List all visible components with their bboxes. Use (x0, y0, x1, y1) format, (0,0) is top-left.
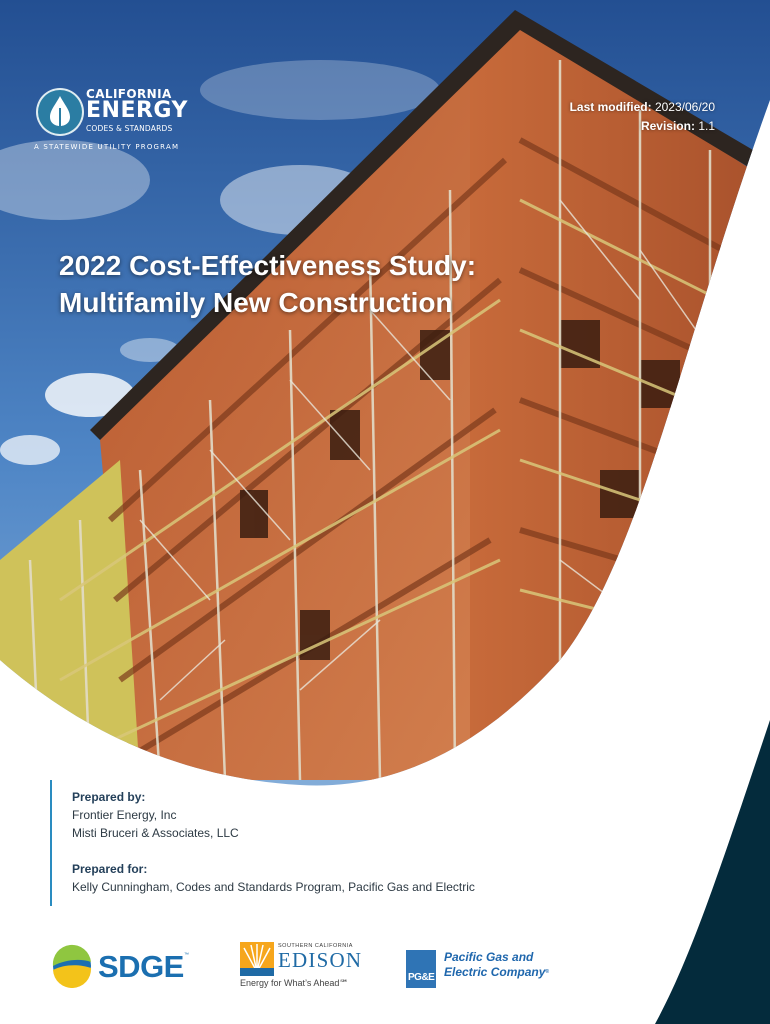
pge-mark-text: PG&E (408, 972, 435, 983)
last-modified-value: 2023/06/20 (654, 100, 715, 114)
pge-trademark: ® (545, 969, 550, 975)
sdge-logo (50, 944, 190, 988)
pge-name-line-2: Electric Company® (444, 965, 550, 979)
report-title (59, 247, 619, 321)
logo-codes: CODES & STANDARDS (86, 124, 173, 133)
pge-mark-icon (406, 950, 436, 988)
edison-top-text: SOUTHERN CALIFORNIA (278, 943, 353, 949)
pge-wordmark (444, 950, 549, 980)
document-meta (570, 98, 715, 136)
title-line-1: 2022 Cost-Effectiveness Study: (59, 250, 477, 281)
prepared-by-line-2: Misti Bruceri & Associates, LLC (72, 826, 239, 840)
revision (570, 117, 715, 136)
prepared-by-line-1: Frontier Energy, Inc (72, 808, 177, 822)
pge-name-line-1: Pacific Gas and (444, 950, 534, 964)
prepared-section (50, 780, 610, 906)
sdge-wordmark: SDGE (98, 949, 184, 984)
partner-logos (50, 938, 570, 994)
edison-tagline: Energy for What’s Ahead℠ (240, 978, 349, 988)
pge-logo (406, 942, 556, 992)
title-line-2: Multifamily New Construction (59, 287, 453, 318)
drop-icon (36, 88, 84, 136)
logo-california: CALIFORNIA (86, 87, 172, 101)
last-modified-label: Last modified: (569, 100, 652, 114)
edison-sun-icon (240, 942, 274, 976)
prepared-by-label: Prepared by: (72, 790, 146, 804)
sdge-trademark: ™ (184, 952, 189, 958)
edison-wordmark: EDISON (278, 948, 363, 972)
logo-energy: ENERGY (86, 98, 188, 123)
california-energy-logo (34, 84, 188, 164)
last-modified (570, 98, 715, 117)
revision-value: 1.1 (698, 119, 715, 133)
prepared-for-line: Kelly Cunningham, Codes and Standards Program, Pacific Gas and Electric (72, 880, 475, 894)
revision-label: Revision: (640, 119, 695, 133)
prepared-for-label: Prepared for: (72, 862, 148, 876)
logo-tagline: A STATEWIDE UTILITY PROGRAM (34, 143, 180, 151)
edison-logo (238, 938, 378, 994)
sdge-mark-icon (50, 944, 94, 988)
